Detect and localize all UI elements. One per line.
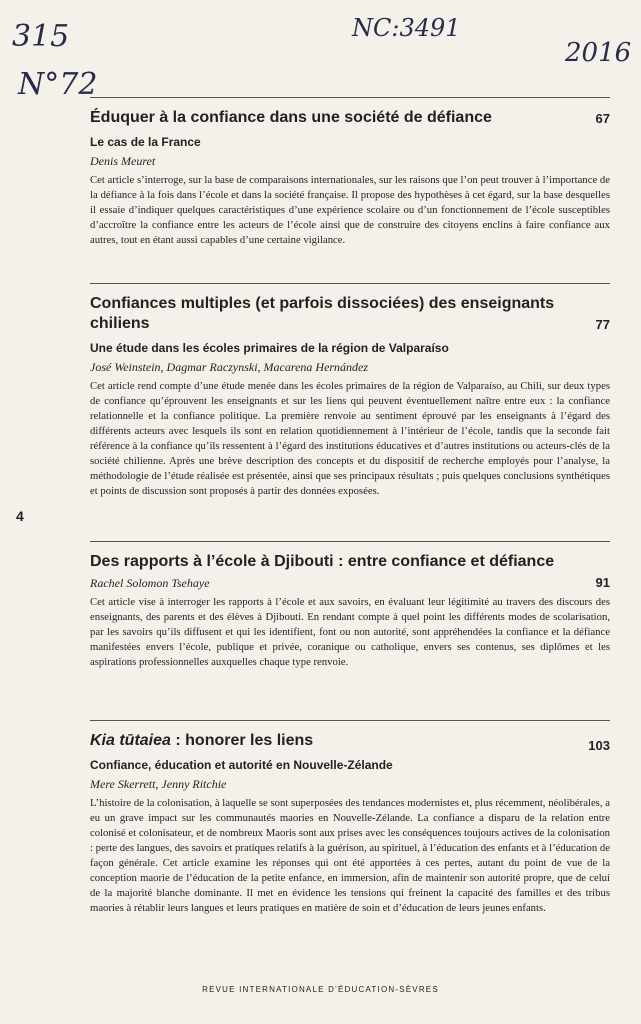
entry-abstract: Cet article vise à interroger les rapports à l’école et aux savoirs, en évaluant leur légitimité au travers des discours des enseignants, des parents et des élèves à Djibouti. En rendant compte à quel point les différents modes de scolarisation, par les savoirs qu’ils diffusent et qui les identifient, font ou non autorité, sont appréhendées la confiance et la défiance manifestées envers l’école, publique et privée, coranique ou catholique, envers ses contenus, ses diplômes et les aspirations professionnelles auxquelles chaque type renvoie. <box>90 596 610 668</box>
entry-page-number: 103 <box>588 738 610 753</box>
side-page-number: 4 <box>16 508 24 524</box>
entry-title-italic: Kia tūtaiea <box>90 732 171 749</box>
entry-title <box>90 731 560 751</box>
entry-title: Des rapports à l’école à Djibouti : entre confiance et défiance <box>90 553 555 570</box>
toc-entry-3 <box>90 541 610 670</box>
handwritten-year: 2016 <box>565 38 632 68</box>
entry-title-rest: : honorer les liens <box>170 732 314 749</box>
entry-subtitle: Une étude dans les écoles primaires de la région de Valparaíso <box>90 341 449 355</box>
entry-title: Confiances multiples (et parfois dissociées) des enseignants chiliens <box>90 295 555 332</box>
handwritten-nc-code: NC:3491 <box>352 14 461 42</box>
journal-footer: REVUE INTERNATIONALE D’ÉDUCATION-SÈVRES <box>202 985 439 994</box>
entry-page-number: 91 <box>595 575 610 590</box>
divider <box>90 720 610 721</box>
toc-entry-1 <box>90 97 610 248</box>
entry-abstract: Cet article s’interroge, sur la base de comparaisons internationales, sur les raisons que l’on peut trouver à l’importance de la défiance à la fois dans l’école et dans la société française. Il propose des hypothèses à cet égard, sur la base desquelles il essaie d’indiquer quelques caractéristiques d’une expérience scolaire ou d’un fonctionnement de l’école susceptibles d’accroître la confiance entre les acteurs de l’école ainsi que de construire des citoyens enclins à faire confiance aux autres, tout en étant aussi capables d’une certaine vigilance. <box>90 174 610 246</box>
handwritten-note-315: 315 <box>12 19 70 54</box>
entry-abstract: L’histoire de la colonisation, à laquelle se sont superposées des tendances modernistes et, plus récemment, néolibérales, a eu un grave impact sur les communautés maories en Nouvelle-Zélande. La confiance a disparu de la relation entre colonisé et colonisateur, et de nombreux Maoris sont aux prises avec les conséquences toujours actives de la colonisation : perte des langues, des savoirs et pratiques relatifs à la guérison, au spirituel, à l’éducation des enfants et à l’éducation de façon générale. Cet article examine les réponses qui ont été apportées à ces pertes, autant du point de vue de la conception maorie de l’éducation de la petite enfance, en immersion, afin de maintenir son autorité propre, que de celui de la majorité blanche dominante. Il met en évidence les tensions qui freinent la capacité des familles et des tribus maories à rétablir leurs langues et leurs pratiques en matière de soin et d’éducation de leurs jeunes enfants. <box>90 797 610 914</box>
entry-authors: Denis Meuret <box>90 154 156 168</box>
divider <box>90 97 610 98</box>
toc-entry-2 <box>90 283 610 499</box>
entry-subtitle: Le cas de la France <box>90 135 201 149</box>
entry-title: Éduquer à la confiance dans une société de défiance <box>90 109 492 126</box>
entry-authors: Rachel Solomon Tsehaye <box>90 576 210 590</box>
entry-authors: Mere Skerrett, Jenny Ritchie <box>90 777 227 791</box>
handwritten-issue-number: N°72 <box>18 67 98 102</box>
entry-page-number: 77 <box>595 317 610 332</box>
entry-authors: José Weinstein, Dagmar Raczynski, Macarena Hernández <box>90 360 369 374</box>
entry-abstract: Cet article rend compte d’une étude menée dans les écoles primaires de la région de Valparaíso, au Chili, sur deux types de confiance qu’éprouvent les enseignants et sur les liens qui peuvent éventuellement naître entre eux : la confiance relationnelle et la confiance politique. La première renvoie au sentiment éprouvé par les enseignants à l’égard des différents acteurs avec lesquels ils sont en relation quotidiennement à l’intérieur de l’école, tandis que la seconde fait référence à la confiance qu’ils ressentent à l’égard des institutions éducatives et d’autres institutions ou acteurs-clés de la société chilienne. Après une brève description des concepts et du dispositif de recherche employés pour l’analyse, la méthodologie de l’étude réalisée est présentée, ainsi que ses principaux résultats ; puis quelques conclusions synthétiques et points de discussion sont proposés à partir des données exposées. <box>90 380 610 497</box>
divider <box>90 283 610 284</box>
toc-entry-4 <box>90 720 610 916</box>
entry-subtitle: Confiance, éducation et autorité en Nouvelle-Zélande <box>90 758 393 772</box>
divider <box>90 541 610 542</box>
entry-page-number: 67 <box>595 111 610 126</box>
